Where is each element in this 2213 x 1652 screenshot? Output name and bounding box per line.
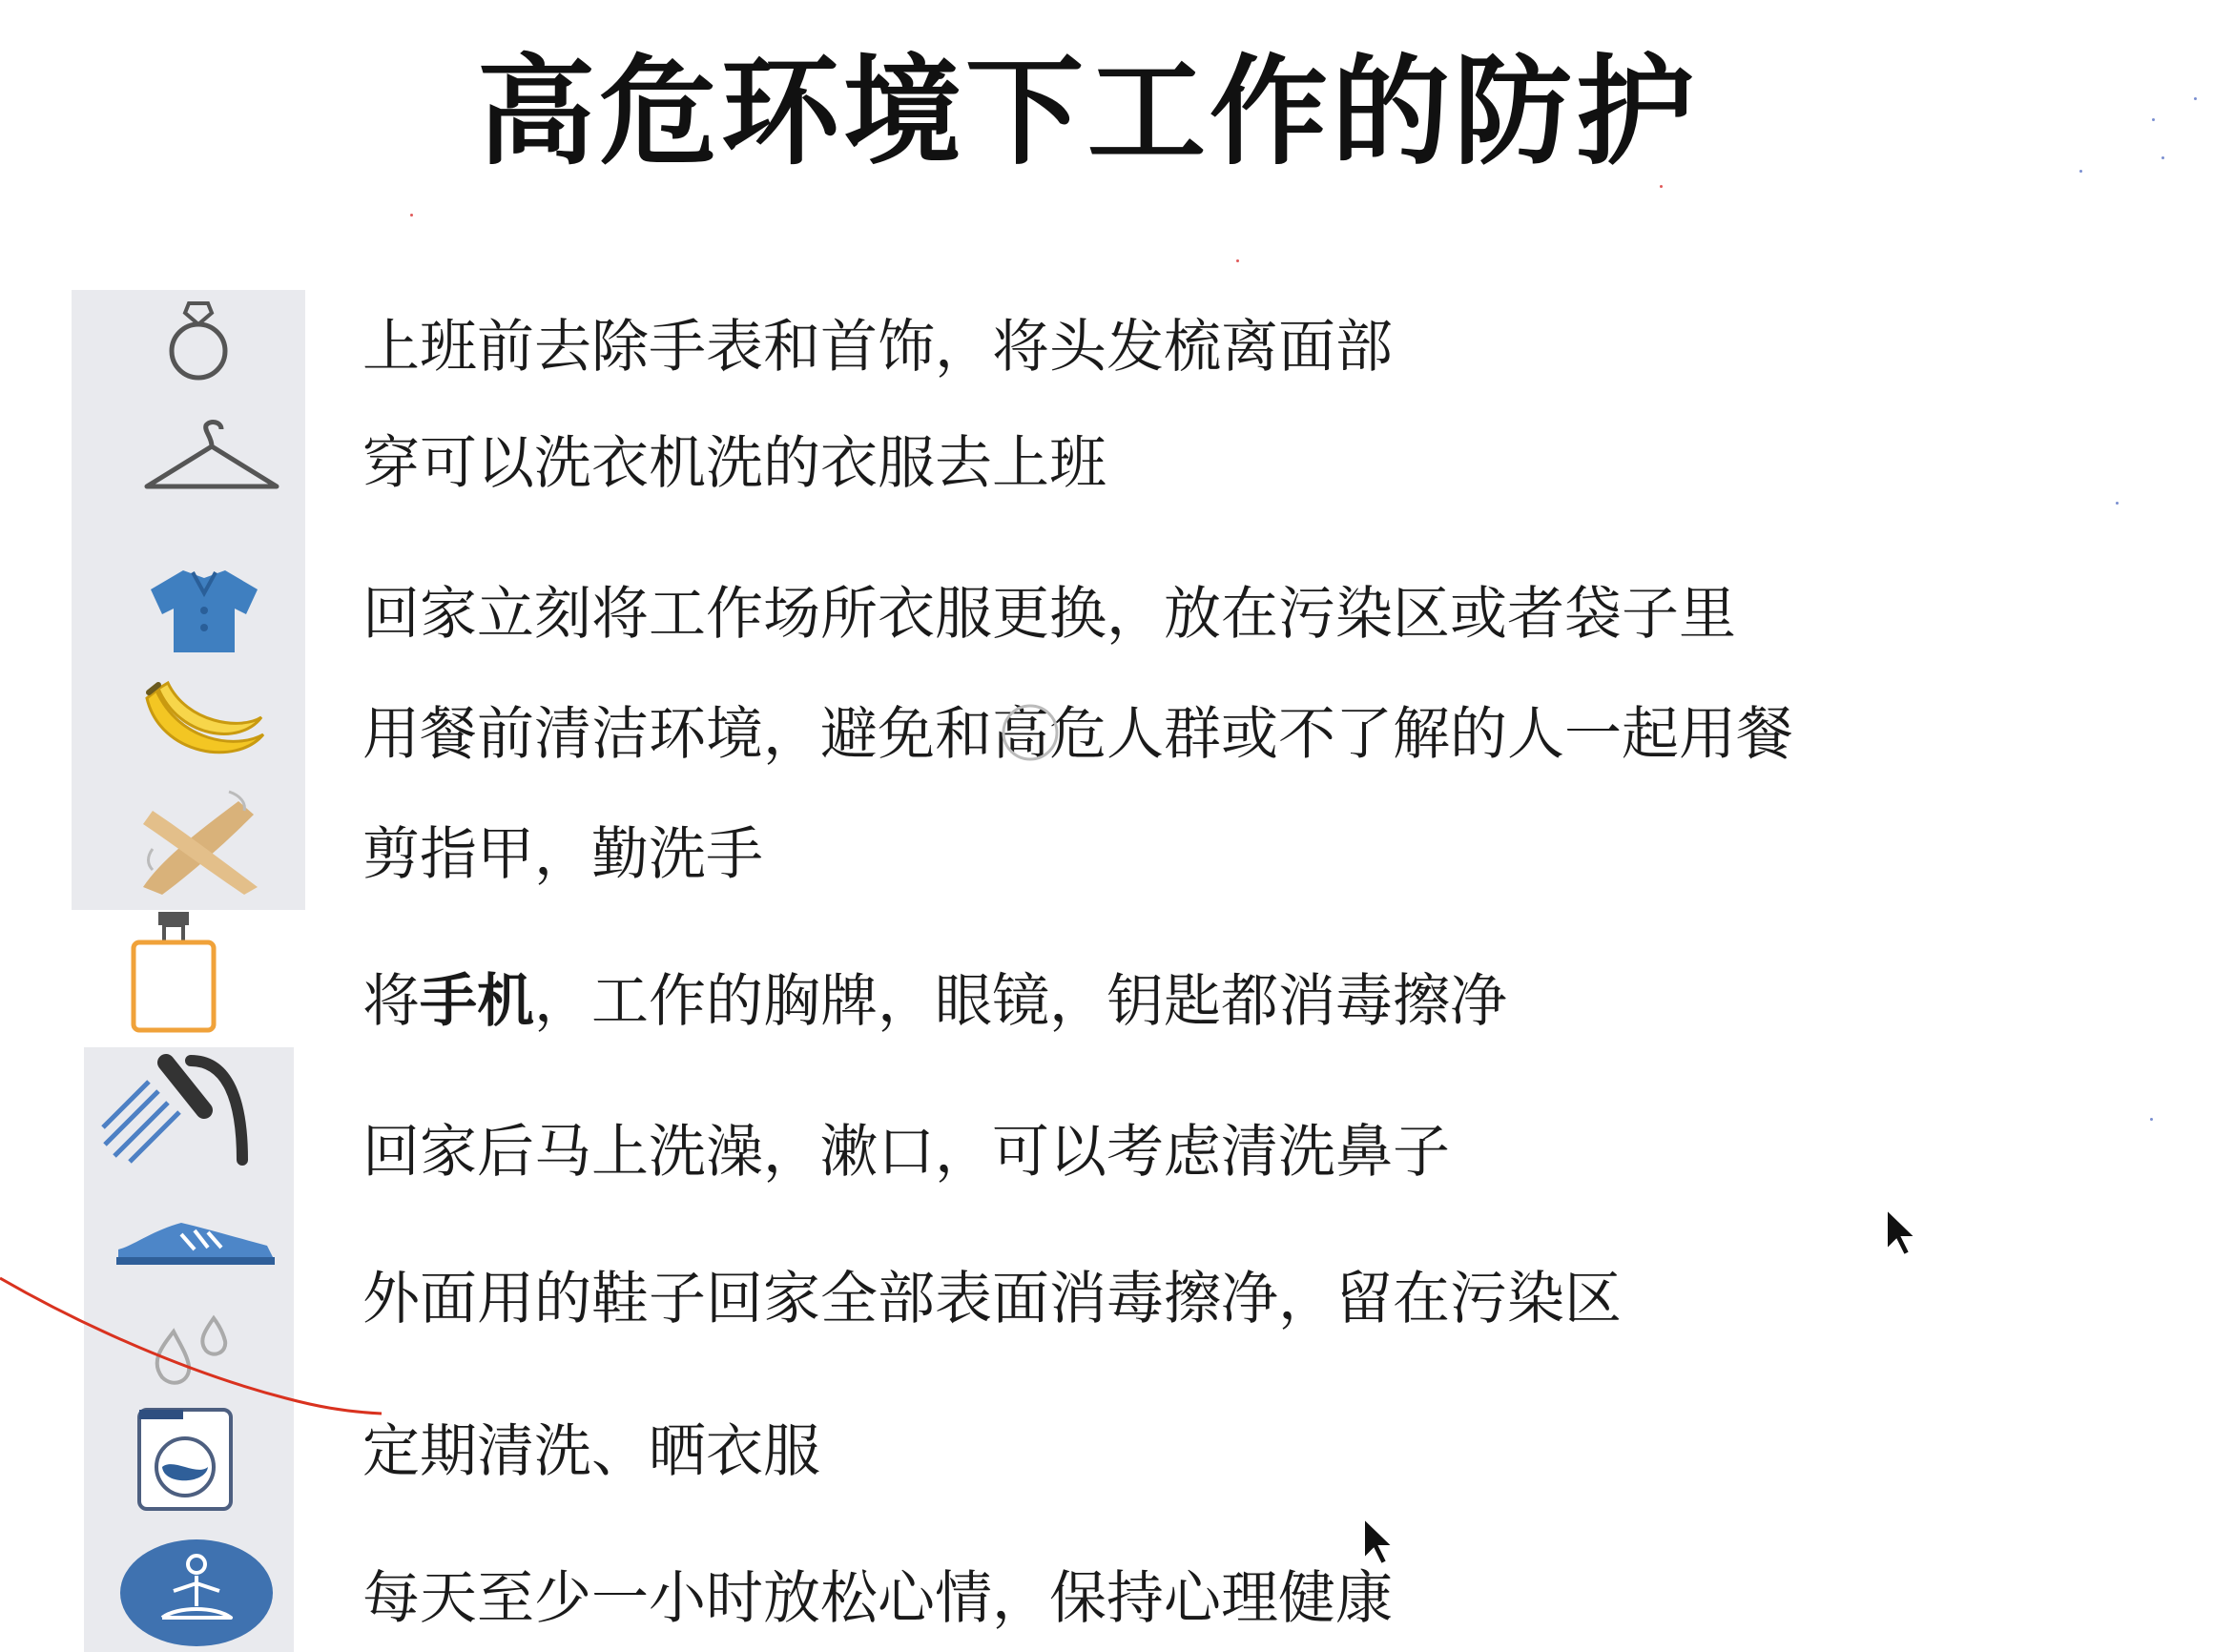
decorative-dot: [2116, 502, 2119, 505]
list-item-text-suffix: ，工作的胸牌，眼镜，钥匙都消毒擦净: [534, 968, 1507, 1035]
decorative-dot: [2161, 156, 2164, 159]
list-item-text: 用餐前清洁环境，避免和高危人群或不了解的人一起用餐: [362, 701, 1793, 768]
decorative-dot: [2079, 170, 2082, 173]
list-item-text: 上班前去除手表和首饰，将头发梳离面部: [362, 314, 1393, 381]
list-item-text: 每天至少一小时放松心情，保持心理健康: [362, 1565, 1393, 1632]
decorative-dot: [410, 214, 413, 217]
list-item-text-prefix: 将: [362, 968, 420, 1035]
decorative-dot: [2152, 118, 2155, 121]
pointer-highlight-ring: [1003, 706, 1057, 759]
annotation-line: [0, 1278, 382, 1414]
list-item-text: 回家后马上洗澡，漱口，可以考虑清洗鼻子: [362, 1119, 1450, 1186]
cursor-icon: [1887, 1209, 1915, 1255]
cursor-icon: [1364, 1518, 1393, 1564]
list-item-text: 剪指甲，勤洗手: [362, 821, 763, 888]
list-item-text: 回家立刻将工作场所衣服更换，放在污染区或者袋子里: [362, 581, 1736, 648]
decorative-dot: [2194, 97, 2197, 100]
list-item-text: 外面用的鞋子回家全部表面消毒擦净，留在污染区: [362, 1266, 1622, 1332]
decorative-dot: [1660, 185, 1663, 188]
list-item-text: 穿可以洗衣机洗的衣服去上班: [362, 430, 1106, 497]
decorative-dot: [1236, 259, 1239, 262]
decorative-dot: [2150, 1118, 2153, 1121]
list-item-text-bold: 手机: [420, 968, 534, 1035]
list-item-text: 定期清洗、晒衣服: [362, 1418, 820, 1485]
page-title: 高危环境下工作的防护: [477, 44, 1699, 181]
